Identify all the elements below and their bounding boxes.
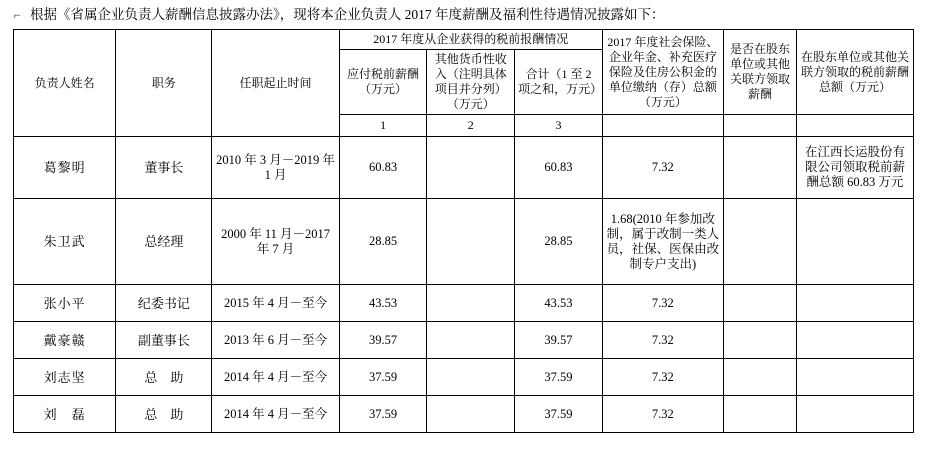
cell-other-monetary [427,322,515,359]
table-row [14,322,914,359]
cell-tenure: 2013 年 6 月－至今 [212,322,339,359]
cell-tenure: 2014 年 4 月－至今 [212,359,339,396]
cell-name: 朱卫武 [14,199,116,285]
paragraph-marker-icon: ⌐ [14,8,21,22]
header-pretax-salary: 应付税前薪酬（万元） [339,50,427,115]
cell-pretax-salary: 43.53 [339,285,427,322]
cell-pretax-salary: 60.83 [339,137,427,199]
cell-social-insurance: 7.32 [602,285,723,322]
cell-other-monetary [427,285,515,322]
cell-pretax-salary: 39.57 [339,322,427,359]
header-other-monetary: 其他货币性收入（注明具体项目并分列）（万元） [427,50,515,115]
header-total: 合计（1 至 2 项之和，万元） [515,50,603,115]
cell-position: 纪委书记 [116,285,212,322]
cell-related-party-amount: 在江西长运股份有限公司领取税前薪酬总额 60.83 万元 [796,137,913,199]
cell-related-party-amount [796,285,913,322]
cell-shareholder-paid [723,396,796,433]
table-row [14,137,914,199]
header-tenure: 任职起止时间 [212,30,339,137]
intro-paragraph [14,6,914,24]
cell-other-monetary [427,137,515,199]
header-position: 职务 [116,30,212,137]
cell-name: 戴豪赣 [14,322,116,359]
cell-pretax-salary: 37.59 [339,359,427,396]
header-row-1 [14,30,914,50]
cell-tenure: 2014 年 4 月－至今 [212,396,339,433]
header-shareholder-paid: 是否在股东单位或其他关联方领取薪酬 [723,30,796,115]
cell-total: 28.85 [515,199,603,285]
cell-total: 37.59 [515,359,603,396]
cell-pretax-salary: 37.59 [339,396,427,433]
cell-position: 总经理 [116,199,212,285]
table-row [14,199,914,285]
cell-total: 39.57 [515,322,603,359]
column-number-blank-related [796,115,913,137]
cell-other-monetary [427,359,515,396]
table-row [14,285,914,322]
table-row [14,359,914,396]
column-number-blank-social [602,115,723,137]
cell-tenure: 2010 年 3 月－2019 年 1 月 [212,137,339,199]
cell-name: 刘志坚 [14,359,116,396]
cell-social-insurance: 7.32 [602,137,723,199]
table-header [14,30,914,137]
header-group-income: 2017 年度从企业获得的税前报酬情况 [339,30,602,50]
cell-other-monetary [427,396,515,433]
cell-position: 董事长 [116,137,212,199]
cell-shareholder-paid [723,322,796,359]
cell-social-insurance: 1.68(2010 年参加改制，属于改制一类人员，社保、医保由改制专户支出) [602,199,723,285]
cell-tenure: 2000 年 11 月－2017 年 7 月 [212,199,339,285]
cell-total: 60.83 [515,137,603,199]
cell-shareholder-paid [723,359,796,396]
cell-position: 总 助 [116,396,212,433]
cell-related-party-amount [796,322,913,359]
intro-text: 根据《省属企业负责人薪酬信息披露办法》，现将本企业负责人 2017 年度薪酬及福利性待遇情况披露如下： [30,7,665,22]
header-name: 负责人姓名 [14,30,116,137]
cell-position: 副董事长 [116,322,212,359]
cell-related-party-amount [796,359,913,396]
header-related-party-amount: 在股东单位或其他关联方领取的税前薪酬总额（万元） [796,30,913,115]
table-body [14,137,914,433]
column-number-1: 1 [339,115,427,137]
header-social-insurance: 2017 年度社会保险、企业年金、补充医疗保险及住房公积金的单位缴纳（存）总额（万元） [602,30,723,115]
cell-shareholder-paid [723,285,796,322]
cell-shareholder-paid [723,199,796,285]
cell-other-monetary [427,199,515,285]
cell-social-insurance: 7.32 [602,359,723,396]
cell-name: 葛黎明 [14,137,116,199]
cell-social-insurance: 7.32 [602,396,723,433]
cell-total: 37.59 [515,396,603,433]
column-number-2: 2 [427,115,515,137]
cell-total: 43.53 [515,285,603,322]
cell-position: 总 助 [116,359,212,396]
column-number-blank-shareholder [723,115,796,137]
cell-pretax-salary: 28.85 [339,199,427,285]
cell-social-insurance: 7.32 [602,322,723,359]
cell-related-party-amount [796,396,913,433]
cell-name: 张小平 [14,285,116,322]
cell-name: 刘 磊 [14,396,116,433]
salary-disclosure-table [13,29,914,433]
cell-shareholder-paid [723,137,796,199]
table-row [14,396,914,433]
cell-related-party-amount [796,199,913,285]
column-number-3: 3 [515,115,603,137]
cell-tenure: 2015 年 4 月－至今 [212,285,339,322]
